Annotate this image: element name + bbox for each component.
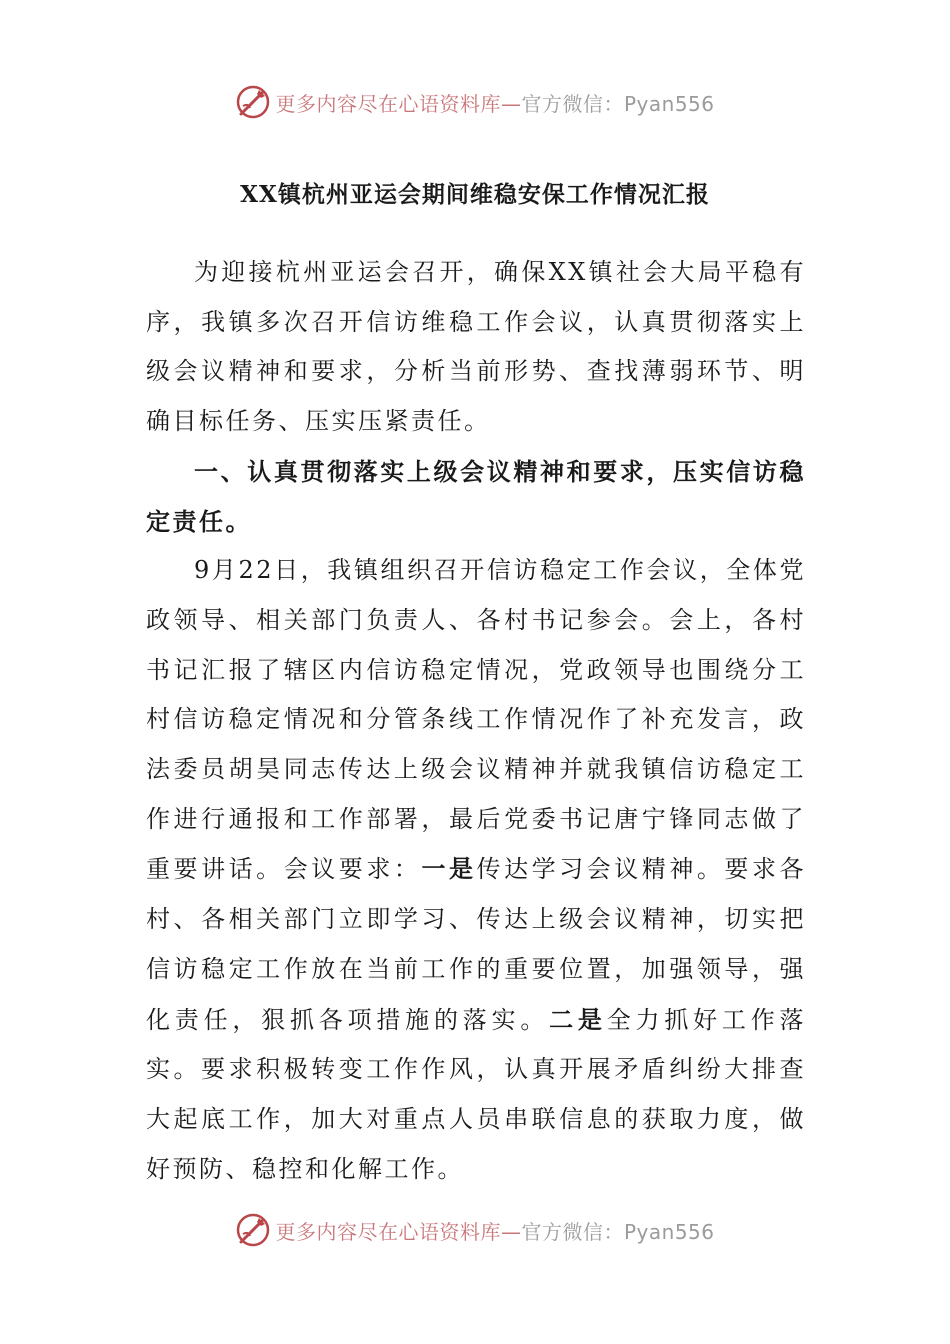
requirement-label-2: 二是: [549, 1004, 607, 1034]
watermark-text: 更多内容尽在心语资料库—官方微信：Pyan556: [275, 1219, 715, 1244]
requirement-text-1: 传达学习会议精神。要求各村、各相关部门立即学习、传达上级会议精神，切实把信访稳定工作放在当前工作的重要位置，加强领导，强化责任，狠抓各项措施的落实。: [146, 855, 807, 1034]
requirement-label-1: 一是: [421, 854, 477, 884]
pen-logo-icon: [235, 84, 271, 120]
meeting-summary: 9月22日，我镇组织召开信访稳定工作会议，全体党政领导、相关部门负责人、各村书记参会。会上，各村书记汇报了辖区内信访稳定情况，党政领导也围绕分工村信访稳定情况和分管条线工作情况作了补充发言，政法委员胡昊同志传达上级会议精神并就我镇信访稳定工作进行通报和工作部署，最后党委书记唐宁锋同志做了重要讲话。会议要求：: [146, 556, 806, 884]
intro-paragraph: 为迎接杭州亚运会召开，确保XX镇社会大局平稳有序，我镇多次召开信访维稳工作会议，认真贯彻落实上级会议精神和要求，分析当前形势、查找薄弱环节、明确目标任务、压实压紧责任。: [146, 258, 806, 436]
document-title: XX镇杭州亚运会期间维稳安保工作情况汇报: [240, 181, 710, 208]
document-body: [146, 248, 806, 1194]
requirement-text-2: 全力抓好工作落实。要求积极转变工作作风，认真开展矛盾纠纷大排查大起底工作，加大对重点人员串联信息的获取力度，做好预防、稳控和化解工作。: [146, 1005, 807, 1183]
section-heading: 一、认真贯彻落实上级会议精神和要求，压实信访稳定责任。: [146, 456, 806, 536]
watermark-text: 更多内容尽在心语资料库—官方微信：Pyan556: [275, 91, 715, 116]
watermark-footer: [0, 1210, 950, 1250]
watermark-header: [0, 82, 950, 122]
pen-logo-icon: [235, 1212, 271, 1248]
section-paragraph: [146, 546, 806, 1194]
